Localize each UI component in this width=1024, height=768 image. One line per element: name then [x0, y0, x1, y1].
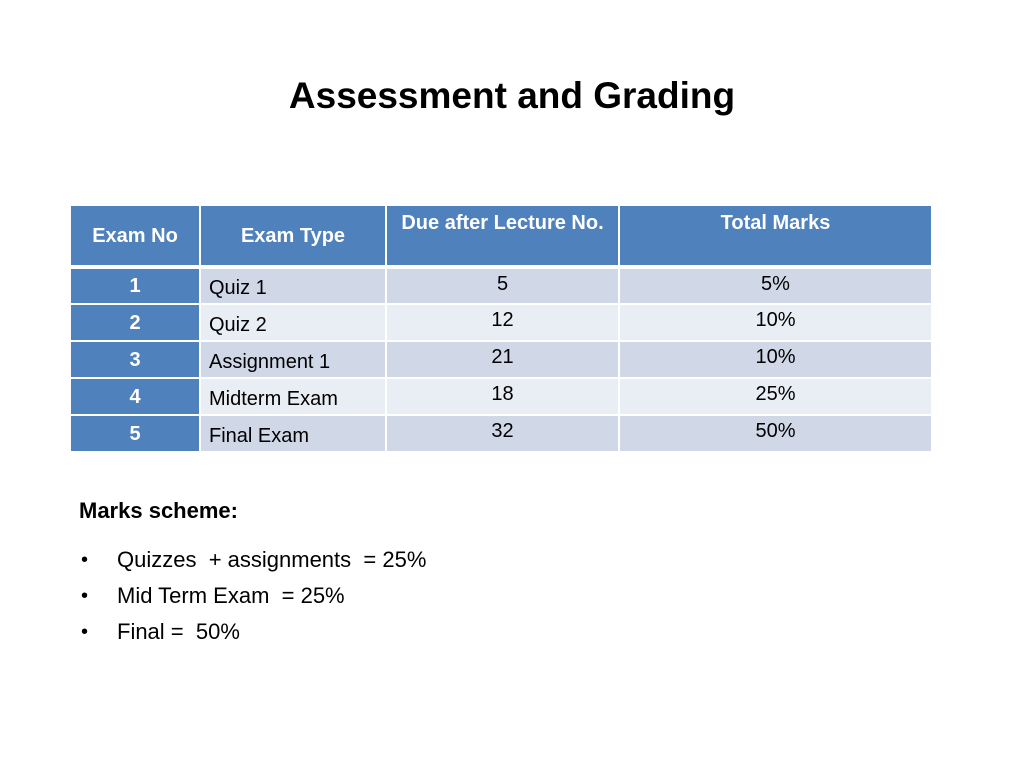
table-row: [70, 415, 932, 452]
cell-exam-type: Final Exam: [200, 415, 386, 452]
list-item: [79, 616, 426, 652]
cell-exam-type: Midterm Exam: [200, 378, 386, 415]
cell-due-lecture: 32: [386, 415, 619, 452]
cell-exam-type: Quiz 2: [200, 304, 386, 341]
cell-exam-no: 3: [70, 341, 200, 378]
table-row: [70, 304, 932, 341]
bullet-icon: •: [81, 549, 89, 571]
table-row: [70, 341, 932, 378]
bullet-icon: •: [81, 621, 89, 643]
list-item-text: Quizzes + assignments = 25%: [117, 547, 427, 572]
cell-due-lecture: 18: [386, 378, 619, 415]
table-row: [70, 378, 932, 415]
list-item: [79, 580, 426, 616]
cell-total-marks: 5%: [619, 267, 932, 304]
header-exam-type: Exam Type: [200, 205, 386, 267]
marks-scheme-list: [79, 544, 426, 652]
cell-total-marks: 10%: [619, 341, 932, 378]
bullet-icon: •: [81, 585, 89, 607]
marks-scheme-title: Marks scheme:: [79, 498, 238, 523]
table-header-row: [70, 205, 932, 267]
header-total-marks: Total Marks: [619, 205, 932, 267]
cell-exam-no: 2: [70, 304, 200, 341]
list-item: [79, 544, 426, 580]
header-exam-no: Exam No: [70, 205, 200, 267]
cell-exam-type: Quiz 1: [200, 267, 386, 304]
cell-exam-no: 1: [70, 267, 200, 304]
grading-table: [69, 204, 933, 453]
list-item-text: Mid Term Exam = 25%: [117, 583, 345, 608]
cell-exam-type: Assignment 1: [200, 341, 386, 378]
header-due-after-lecture: Due after Lecture No.: [386, 205, 619, 267]
table-row: [70, 267, 932, 304]
list-item-text: Final = 50%: [117, 619, 240, 644]
cell-due-lecture: 5: [386, 267, 619, 304]
cell-exam-no: 4: [70, 378, 200, 415]
cell-total-marks: 10%: [619, 304, 932, 341]
cell-total-marks: 25%: [619, 378, 932, 415]
cell-total-marks: 50%: [619, 415, 932, 452]
cell-due-lecture: 12: [386, 304, 619, 341]
slide-title: Assessment and Grading: [288, 75, 736, 116]
cell-exam-no: 5: [70, 415, 200, 452]
cell-due-lecture: 21: [386, 341, 619, 378]
